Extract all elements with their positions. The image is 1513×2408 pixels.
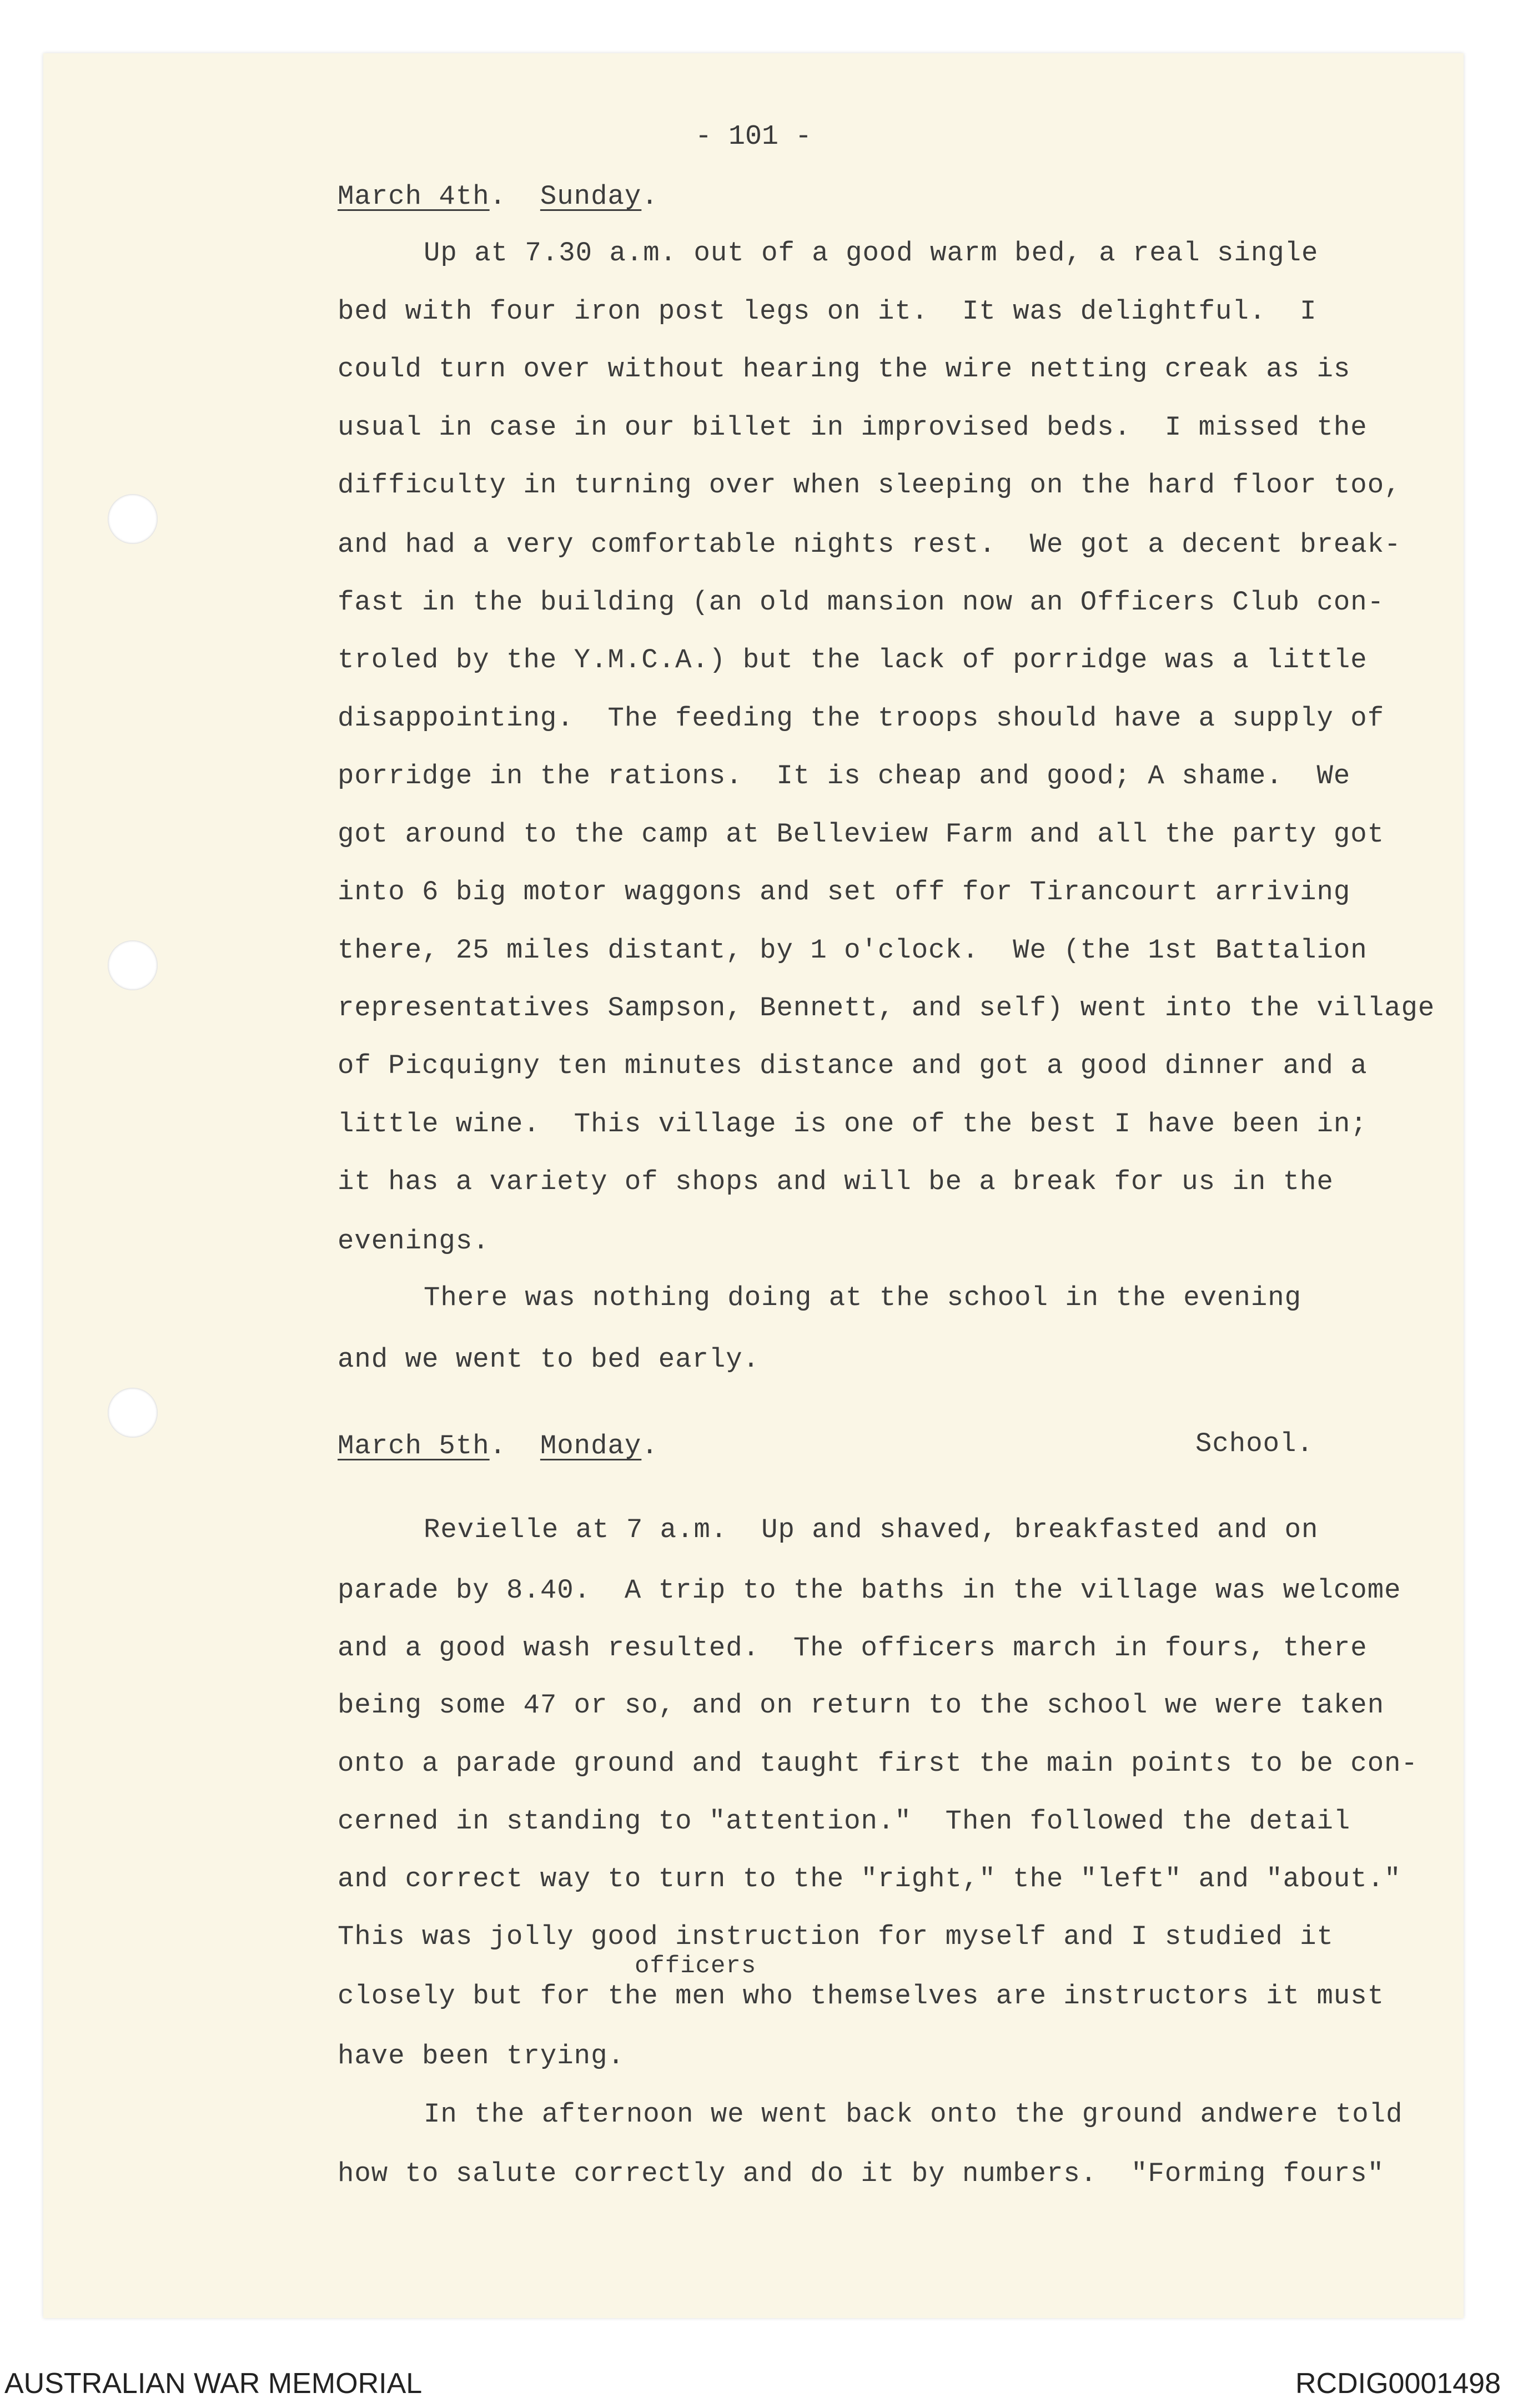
text-line: onto a parade ground and taught first the main points to be con- [338, 1748, 1418, 1779]
punch-hole [108, 940, 158, 990]
text-line: evenings. [338, 1226, 490, 1257]
text-line: Revielle at 7 a.m. Up and shaved, breakfasted and on [424, 1514, 1319, 1545]
text-line: representatives Sampson, Bennett, and self) went into the village [338, 993, 1435, 1024]
entry-day: Monday [540, 1430, 642, 1462]
text-line: of Picquigny ten minutes distance and got a good dinner and a [338, 1050, 1368, 1081]
punch-hole [108, 1388, 158, 1438]
footer-record-id: RCDIG0001498 [1295, 2367, 1501, 2400]
text-line: and we went to bed early. [338, 1344, 760, 1375]
text-line: cerned in standing to "attention." Then followed the detail [338, 1806, 1351, 1837]
footer-institution: AUSTRALIAN WAR MEMORIAL [4, 2367, 423, 2400]
interlinear-insertion: officers [635, 1952, 757, 1980]
text-line: There was nothing doing at the school in the evening [424, 1282, 1302, 1313]
text-line: difficulty in turning over when sleeping on the hard floor too, [338, 470, 1401, 501]
diary-page [43, 53, 1464, 2318]
text-line: got around to the camp at Belleview Farm and all the party got [338, 819, 1385, 850]
entry-heading: March 4th. Sunday. [338, 181, 659, 212]
page-number: - 101 - [695, 121, 812, 153]
text-line: how to salute correctly and do it by numbers. "Forming fours" [338, 2158, 1385, 2189]
text-line: and a good wash resulted. The officers march in fours, there [338, 1633, 1368, 1664]
text-line: This was jolly good instruction for myself and I studied it [338, 1921, 1334, 1952]
entry-day: Sunday [540, 181, 642, 212]
text-line: In the afternoon we went back onto the ground andwere told [424, 2099, 1403, 2130]
text-line: fast in the building (an old mansion now an Officers Club con- [338, 587, 1385, 618]
text-line: into 6 big motor waggons and set off for Tirancourt arriving [338, 876, 1351, 908]
entry-topic: School. [1195, 1428, 1314, 1459]
text-line: could turn over without hearing the wire netting creak as is [338, 354, 1351, 385]
text-line: being some 47 or so, and on return to the school we were taken [338, 1690, 1385, 1721]
text-line: parade by 8.40. A trip to the baths in the village was welcome [338, 1575, 1401, 1606]
text-line: closely but for the men who themselves are instructors it must [338, 1981, 1385, 2012]
text-line: bed with four iron post legs on it. It was delightful. I [338, 296, 1317, 327]
text-line: and correct way to turn to the "right," the "left" and "about." [338, 1863, 1401, 1895]
text-line: troled by the Y.M.C.A.) but the lack of porridge was a little [338, 644, 1368, 676]
punch-hole [108, 494, 158, 544]
text-line: and had a very comfortable nights rest. We got a decent break- [338, 529, 1401, 560]
text-line: usual in case in our billet in improvised beds. I missed the [338, 412, 1368, 443]
text-line: it has a variety of shops and will be a break for us in the [338, 1166, 1334, 1197]
text-line: have been trying. [338, 2041, 625, 2072]
text-line: porridge in the rations. It is cheap and good; A shame. We [338, 760, 1351, 792]
text-line: disappointing. The feeding the troops should have a supply of [338, 703, 1385, 734]
text-line: there, 25 miles distant, by 1 o'clock. We (the 1st Battalion [338, 935, 1368, 966]
entry-date: March 4th [338, 181, 490, 212]
text-line: little wine. This village is one of the best I have been in; [338, 1109, 1368, 1140]
entry-heading: March 5th. Monday. [338, 1430, 659, 1462]
entry-date: March 5th [338, 1430, 490, 1462]
text-line: Up at 7.30 a.m. out of a good warm bed, a real single [424, 238, 1319, 269]
